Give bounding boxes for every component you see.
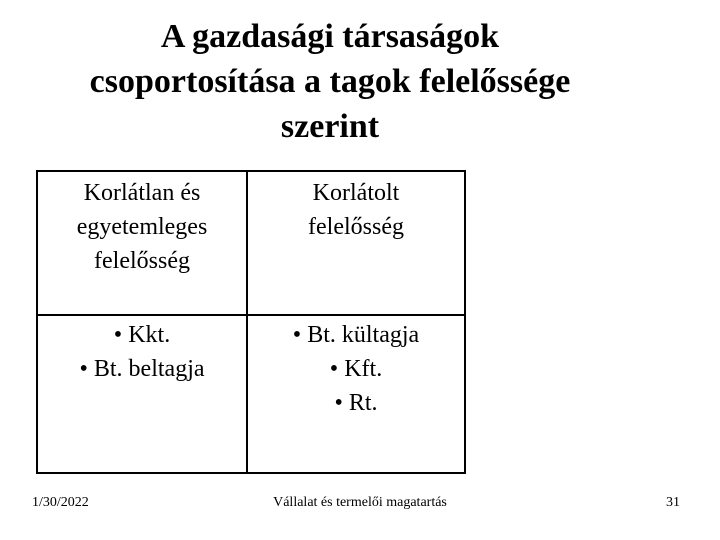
limited-liability-list <box>248 318 464 420</box>
footer-date: 1/30/2022 <box>32 495 89 510</box>
list-item: • Bt. kültagja <box>292 322 420 348</box>
slide-title-line-2: csoportosítása a tagok felelőssége <box>89 63 571 100</box>
slide-title-line-1: A gazdasági társaságok <box>160 18 500 55</box>
page-number: 31 <box>666 495 680 510</box>
table-horizontal-divider <box>38 314 464 316</box>
header-unlimited-line-2: egyetemleges <box>76 214 208 240</box>
list-item: • Kkt. <box>113 322 171 348</box>
header-unlimited-liability <box>38 176 246 278</box>
list-item: • Bt. beltagja <box>79 356 205 382</box>
slide-title-line-3: szerint <box>280 108 380 145</box>
header-unlimited-line-3: felelősség <box>94 248 190 274</box>
footer-title: Vállalat és termelői magatartás <box>273 495 447 510</box>
list-item: • Rt. <box>334 390 378 416</box>
header-limited-liability <box>248 176 464 244</box>
header-limited-line-1: Korlátolt <box>312 180 400 206</box>
list-item: • Kft. <box>329 356 383 382</box>
liability-table <box>36 170 466 474</box>
header-limited-line-2: felelősség <box>308 214 404 240</box>
unlimited-liability-list <box>38 318 246 386</box>
slide-title <box>0 14 660 149</box>
header-unlimited-line-1: Korlátlan és <box>83 180 201 206</box>
